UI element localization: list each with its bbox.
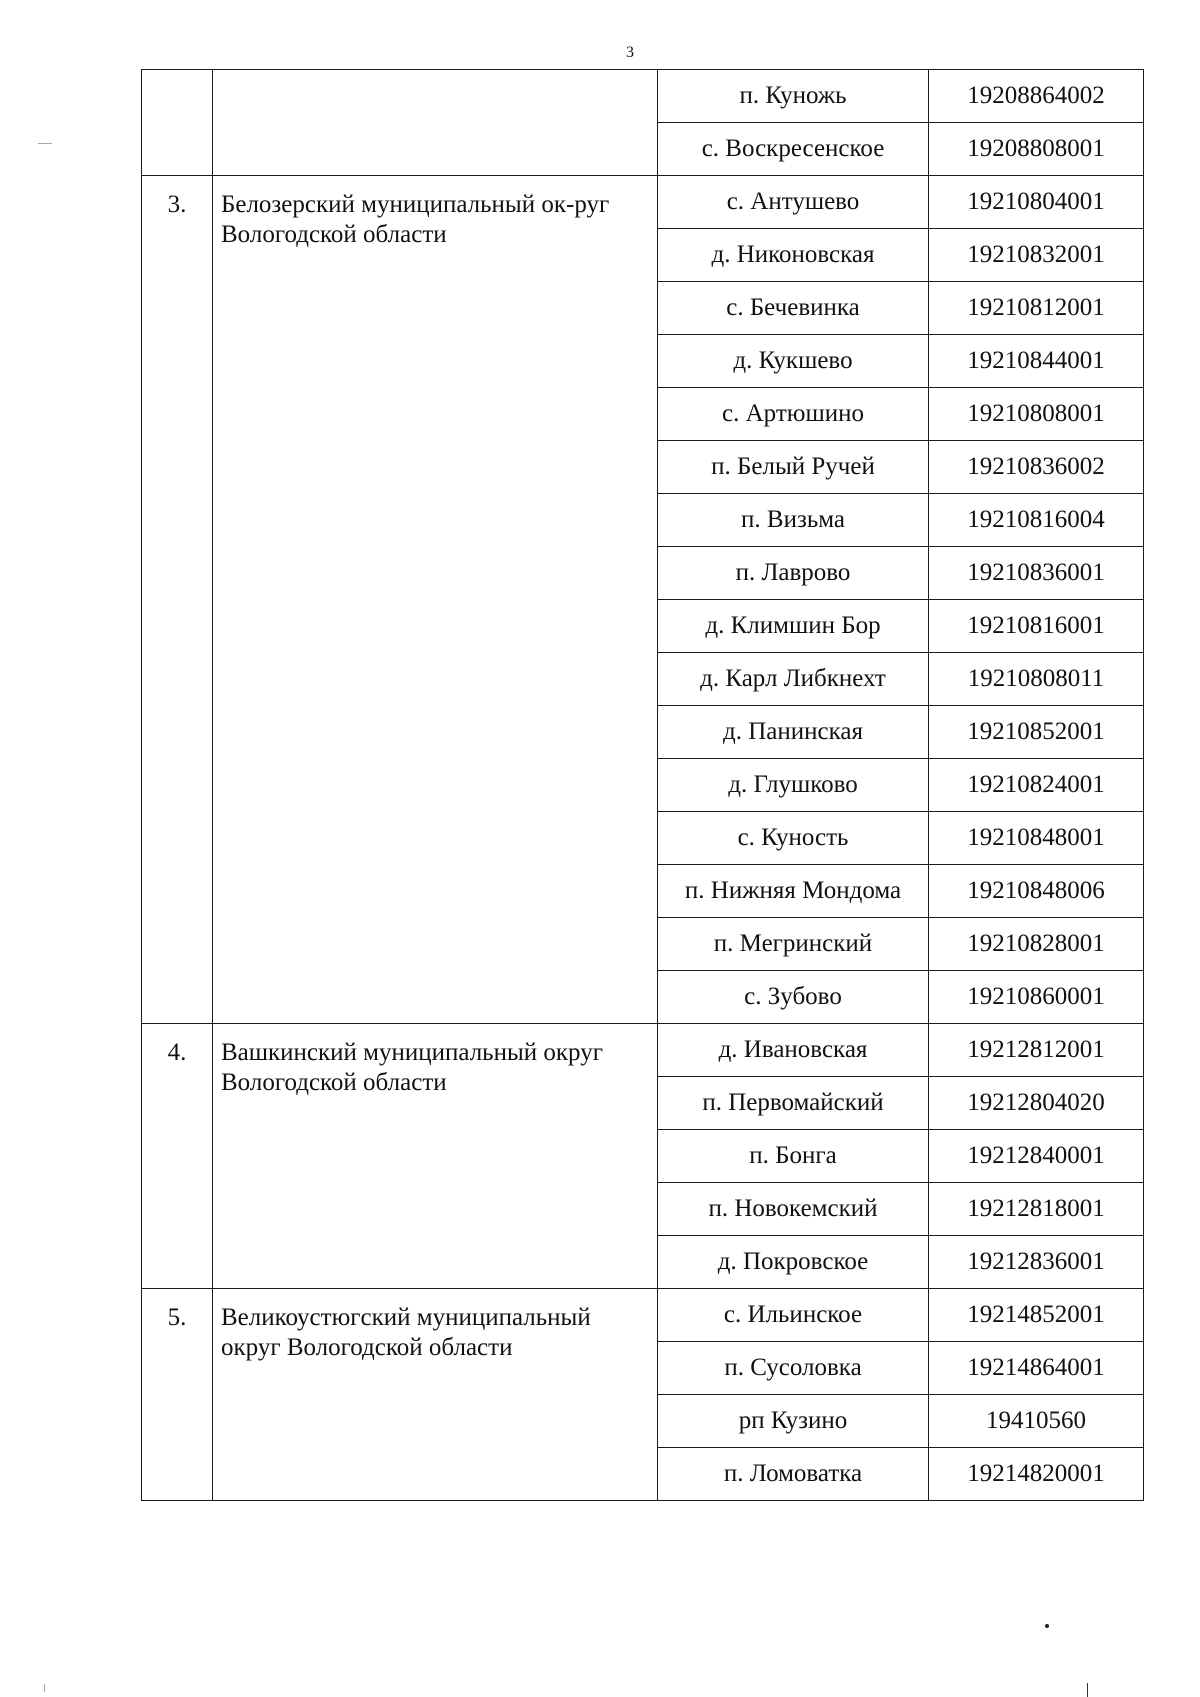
locality-cell: п. Новокемский	[658, 1183, 929, 1236]
oktmo-code-cell: 19210828001	[929, 918, 1144, 971]
scan-tick-mark	[1087, 1683, 1088, 1697]
locality-cell: п. Нижняя Мондома	[658, 865, 929, 918]
locality-cell: с. Зубово	[658, 971, 929, 1024]
district-number-cell	[142, 70, 213, 176]
district-name-cell: Вашкинский муниципальный округ Вологодской области	[213, 1024, 658, 1289]
locality-cell: с. Куность	[658, 812, 929, 865]
oktmo-code-cell: 19212836001	[929, 1236, 1144, 1289]
oktmo-code-cell: 19210832001	[929, 229, 1144, 282]
locality-cell: д. Климшин Бор	[658, 600, 929, 653]
oktmo-code-cell: 19210808001	[929, 388, 1144, 441]
scan-edge-mark	[44, 1684, 45, 1692]
oktmo-code-cell: 19410560	[929, 1395, 1144, 1448]
oktmo-code-cell: 19214864001	[929, 1342, 1144, 1395]
oktmo-code-cell: 19210852001	[929, 706, 1144, 759]
locality-cell: п. Ломоватка	[658, 1448, 929, 1501]
oktmo-code-cell: 19210836002	[929, 441, 1144, 494]
oktmo-code-cell: 19214852001	[929, 1289, 1144, 1342]
locality-cell: п. Лаврово	[658, 547, 929, 600]
oktmo-code-cell: 19210812001	[929, 282, 1144, 335]
district-name-cell	[213, 70, 658, 176]
oktmo-code-cell: 19210824001	[929, 759, 1144, 812]
table-row	[142, 1289, 1144, 1342]
district-number-cell: 4.	[142, 1024, 213, 1289]
locality-cell: д. Кукшево	[658, 335, 929, 388]
oktmo-code-cell: 19210848001	[929, 812, 1144, 865]
oktmo-code-cell: 19210804001	[929, 176, 1144, 229]
district-name-cell: Великоустюгский муниципальный округ Вологодской области	[213, 1289, 658, 1501]
oktmo-code-cell: 19210808011	[929, 653, 1144, 706]
locality-cell: д. Глушково	[658, 759, 929, 812]
oktmo-code-cell: 19210816004	[929, 494, 1144, 547]
locality-cell: с. Ильинское	[658, 1289, 929, 1342]
locality-cell: с. Антушево	[658, 176, 929, 229]
scan-dot-mark	[1045, 1624, 1049, 1628]
locality-cell: с. Артюшино	[658, 388, 929, 441]
scan-edge-mark	[38, 143, 52, 144]
locality-cell: д. Ивановская	[658, 1024, 929, 1077]
oktmo-code-cell: 19214820001	[929, 1448, 1144, 1501]
oktmo-code-cell: 19210816001	[929, 600, 1144, 653]
oktmo-code-cell: 19212804020	[929, 1077, 1144, 1130]
locality-cell: п. Визьма	[658, 494, 929, 547]
oktmo-code-cell: 19210844001	[929, 335, 1144, 388]
oktmo-code-cell: 19210836001	[929, 547, 1144, 600]
district-name-cell: Белозерский муниципальный ок-руг Вологодской области	[213, 176, 658, 1024]
oktmo-code-cell: 19212818001	[929, 1183, 1144, 1236]
locality-cell: п. Первомайский	[658, 1077, 929, 1130]
locality-cell: п. Белый Ручей	[658, 441, 929, 494]
locality-cell: п. Мегринский	[658, 918, 929, 971]
locality-cell: с. Бечевинка	[658, 282, 929, 335]
locality-cell: д. Никоновская	[658, 229, 929, 282]
locality-cell: д. Карл Либкнехт	[658, 653, 929, 706]
oktmo-code-cell: 19210860001	[929, 971, 1144, 1024]
table-row	[142, 176, 1144, 229]
oktmo-code-cell: 19208808001	[929, 123, 1144, 176]
oktmo-code-cell: 19210848006	[929, 865, 1144, 918]
locality-cell: п. Бонга	[658, 1130, 929, 1183]
locality-cell: с. Воскресенское	[658, 123, 929, 176]
district-number-cell: 5.	[142, 1289, 213, 1501]
table-row	[142, 1024, 1144, 1077]
locality-cell: д. Покровское	[658, 1236, 929, 1289]
locality-cell: рп Кузино	[658, 1395, 929, 1448]
oktmo-code-cell: 19212812001	[929, 1024, 1144, 1077]
settlements-table	[141, 69, 1144, 1501]
locality-cell: п. Сусоловка	[658, 1342, 929, 1395]
district-number-cell: 3.	[142, 176, 213, 1024]
locality-cell: п. Куножь	[658, 70, 929, 123]
table-row	[142, 70, 1144, 123]
oktmo-code-cell: 19212840001	[929, 1130, 1144, 1183]
page-number: 3	[626, 44, 634, 61]
locality-cell: д. Панинская	[658, 706, 929, 759]
settlements-table-body	[142, 70, 1144, 1501]
oktmo-code-cell: 19208864002	[929, 70, 1144, 123]
